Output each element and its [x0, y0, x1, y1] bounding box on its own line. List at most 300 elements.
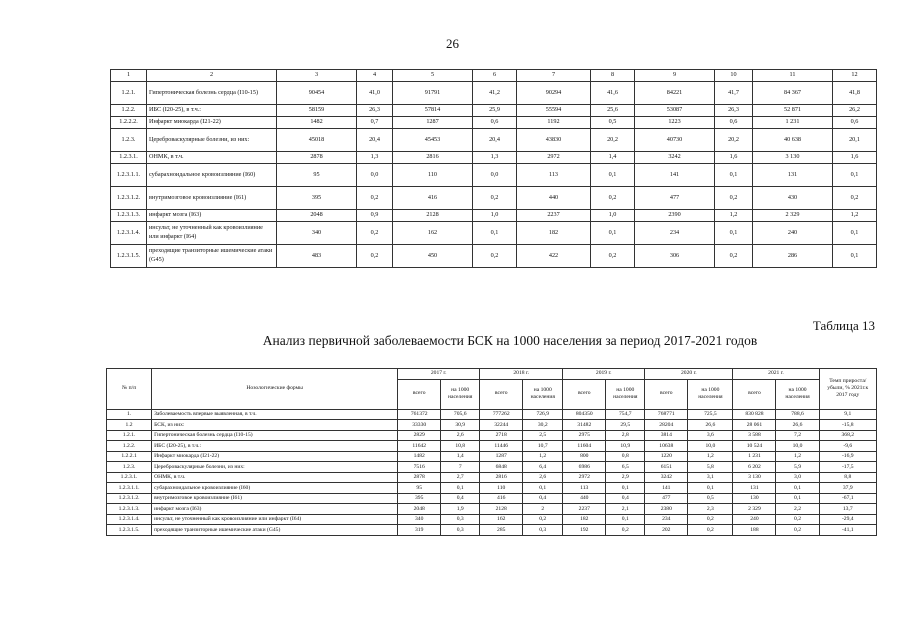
cell-value: 202 — [645, 525, 688, 536]
row-code: 1.2.2.1 — [107, 451, 152, 462]
cell-value: 95 — [398, 483, 441, 494]
subheader-total: всего — [480, 379, 523, 409]
cell-value: 131 — [753, 164, 833, 187]
cell-value: 10 524 — [733, 441, 776, 452]
cell-value: 28 061 — [733, 420, 776, 431]
table-row — [111, 82, 877, 105]
table-row — [107, 514, 877, 525]
row-code: 1.2.3.1.2. — [107, 493, 152, 504]
row-label: инфаркт мозга (I63) — [147, 210, 277, 222]
cell-value: 234 — [635, 222, 715, 245]
cell-value: 41,6 — [591, 82, 635, 105]
cell-value: 0,5 — [591, 117, 635, 129]
cell-value: 20,2 — [591, 129, 635, 152]
cell-value: 2,5 — [523, 430, 563, 441]
cell-value: 477 — [645, 493, 688, 504]
cell-value: 45018 — [277, 129, 357, 152]
cell-value: 130 — [733, 493, 776, 504]
cell-value: 0,2 — [357, 187, 393, 210]
cell-value: 0,2 — [833, 187, 877, 210]
row-code: 1.2.3.1.3. — [111, 210, 147, 222]
cell-value: 0,1 — [833, 164, 877, 187]
cell-value: 2048 — [398, 504, 441, 515]
cell-value: 1,4 — [591, 152, 635, 164]
row-code: 1.2.3.1.4. — [107, 514, 152, 525]
row-label: ИБС (I20-25), в т.ч.: — [147, 105, 277, 117]
row-code: 1.2.3.1. — [111, 152, 147, 164]
cell-value: 0,6 — [473, 117, 517, 129]
table-title: Анализ первичной заболеваемости БСК на 1000 населения за период 2017-2021 годов — [262, 333, 758, 348]
cell-value: 761372 — [398, 409, 441, 420]
cell-value: 7 — [441, 462, 480, 473]
subheader-rate: на 1000 населения — [523, 379, 563, 409]
table-row — [107, 409, 877, 420]
cell-value: 395 — [398, 493, 441, 504]
cell-value: 13,7 — [819, 504, 876, 515]
cell-value: 483 — [277, 245, 357, 268]
cell-value: 1287 — [480, 451, 523, 462]
cell-value: 3814 — [645, 430, 688, 441]
cell-value: 0,1 — [776, 493, 819, 504]
cell-value: 0,2 — [357, 245, 393, 268]
table-row — [107, 525, 877, 536]
header-year: 2019 г. — [563, 369, 645, 380]
cell-value: 768771 — [645, 409, 688, 420]
row-label: ИБС (I20-25), в т.ч.: — [152, 441, 398, 452]
row-code: 1.2.1. — [107, 430, 152, 441]
cell-value: 306 — [635, 245, 715, 268]
cell-value: 20,4 — [473, 129, 517, 152]
cell-value: 3 588 — [733, 430, 776, 441]
row-label: преходящие транзиторные ишемические атаки (G45) — [147, 245, 277, 268]
cell-value: 2390 — [635, 210, 715, 222]
cell-value: 0,1 — [715, 164, 753, 187]
row-label: БСК, из них: — [152, 420, 398, 431]
cell-value: 11642 — [398, 441, 441, 452]
cell-value: 2972 — [517, 152, 591, 164]
cell-value: 1,2 — [833, 210, 877, 222]
cell-value: 8,8 — [819, 472, 876, 483]
cell-value: 2,6 — [523, 472, 563, 483]
subheader-rate: на 1000 населения — [776, 379, 819, 409]
cell-value: 2816 — [480, 472, 523, 483]
table-row — [111, 105, 877, 117]
cell-value: -17,5 — [819, 462, 876, 473]
subheader-total: всего — [398, 379, 441, 409]
cell-value: 6,4 — [523, 462, 563, 473]
cell-value: 26,2 — [833, 105, 877, 117]
cell-value: 53087 — [635, 105, 715, 117]
cell-value: 0,1 — [591, 164, 635, 187]
cell-value: 1,4 — [441, 451, 480, 462]
cell-value: 182 — [517, 222, 591, 245]
cell-value: 0,2 — [606, 525, 645, 536]
subheader-total: всего — [563, 379, 606, 409]
cell-value: 37,9 — [819, 483, 876, 494]
cell-value: 440 — [563, 493, 606, 504]
cell-value: 319 — [398, 525, 441, 536]
subheader-rate: на 1000 населения — [606, 379, 645, 409]
cell-value: 1287 — [393, 117, 473, 129]
cell-value: 286 — [753, 245, 833, 268]
cell-value: 0,2 — [688, 525, 733, 536]
row-label: Гипертоническая болезнь сердца (I10-15) — [152, 430, 398, 441]
column-number: 9 — [635, 70, 715, 82]
row-label: инсульт, не уточненный как кровоизлияние или инфаркт (I64) — [152, 514, 398, 525]
cell-value: 0,2 — [523, 514, 563, 525]
table-row — [107, 451, 877, 462]
cell-value: 1,0 — [591, 210, 635, 222]
cell-value: 3242 — [635, 152, 715, 164]
cell-value: 416 — [480, 493, 523, 504]
cell-value: 240 — [753, 222, 833, 245]
cell-value: 240 — [733, 514, 776, 525]
cell-value: 113 — [563, 483, 606, 494]
cell-value: 0,2 — [688, 514, 733, 525]
cell-value: 188 — [733, 525, 776, 536]
cell-value: 90294 — [517, 82, 591, 105]
cell-value: 340 — [277, 222, 357, 245]
header-no: № п/п — [107, 369, 152, 410]
row-label: внутримозговое кровоизлияние (I61) — [147, 187, 277, 210]
cell-value: 0,1 — [606, 514, 645, 525]
table-row — [107, 483, 877, 494]
cell-value: 0,0 — [357, 164, 393, 187]
table-row — [111, 152, 877, 164]
row-label: Инфаркт миокарда (I21-22) — [152, 451, 398, 462]
cell-value: 26,6 — [688, 420, 733, 431]
cell-value: 3,6 — [688, 430, 733, 441]
cell-value: 20,4 — [357, 129, 393, 152]
cell-value: 0,2 — [473, 187, 517, 210]
cell-value: 3 130 — [733, 472, 776, 483]
cell-value: 162 — [393, 222, 473, 245]
cell-value: 7,2 — [776, 430, 819, 441]
cell-value: 0,3 — [441, 525, 480, 536]
header-forms: Нозологические формы — [152, 369, 398, 410]
cell-value: 11446 — [480, 441, 523, 452]
cell-value: 1,0 — [473, 210, 517, 222]
cell-value: 1,9 — [441, 504, 480, 515]
cell-value: 0,1 — [776, 483, 819, 494]
column-number: 2 — [147, 70, 277, 82]
cell-value: 422 — [517, 245, 591, 268]
row-code: 1.2.3.1.4. — [111, 222, 147, 245]
cell-value: 95 — [277, 164, 357, 187]
cell-value: 800 — [563, 451, 606, 462]
cell-value: 0,1 — [591, 222, 635, 245]
incidence-table — [106, 368, 877, 536]
column-number: 10 — [715, 70, 753, 82]
row-label: Инфаркт миокарда (I21-22) — [147, 117, 277, 129]
cell-value: 0,9 — [357, 210, 393, 222]
cell-value: 10,7 — [523, 441, 563, 452]
cell-value: 804350 — [563, 409, 606, 420]
cell-value: 0,6 — [833, 117, 877, 129]
row-code: 1.2.3.1.1. — [107, 483, 152, 494]
cell-value: 0,1 — [688, 483, 733, 494]
header-year: 2017 г. — [398, 369, 480, 380]
cell-value: -9,6 — [819, 441, 876, 452]
cell-value: 0,4 — [523, 493, 563, 504]
cell-value: 41,7 — [715, 82, 753, 105]
row-code: 1.2 — [107, 420, 152, 431]
table-row — [111, 129, 877, 152]
column-number: 11 — [753, 70, 833, 82]
cell-value: 3,0 — [776, 472, 819, 483]
cell-value: 3 130 — [753, 152, 833, 164]
row-label: инсульт, не уточненный как кровоизлияние или инфаркт (I64) — [147, 222, 277, 245]
cell-value: 90454 — [277, 82, 357, 105]
cell-value: 20,2 — [715, 129, 753, 152]
row-label: субарахноидальное кровоизлияние (I60) — [152, 483, 398, 494]
cell-value: 41,2 — [473, 82, 517, 105]
row-label: субарахноидальное кровоизлияние (I60) — [147, 164, 277, 187]
cell-value: 1 231 — [753, 117, 833, 129]
cell-value: 0,1 — [606, 483, 645, 494]
cell-value: 31482 — [563, 420, 606, 431]
table-row — [107, 420, 877, 431]
cell-value: 2,9 — [606, 472, 645, 483]
cell-value: 0,1 — [833, 222, 877, 245]
cell-value: 0,7 — [357, 117, 393, 129]
cell-value: 0,0 — [473, 164, 517, 187]
row-code: 1. — [107, 409, 152, 420]
cell-value: 26,6 — [776, 420, 819, 431]
table-row — [107, 430, 877, 441]
cell-value: 162 — [480, 514, 523, 525]
cell-value: 131 — [733, 483, 776, 494]
cell-value: -67,1 — [819, 493, 876, 504]
cell-value: 6848 — [480, 462, 523, 473]
header-year: 2021 г. — [733, 369, 819, 380]
cell-value: 830 828 — [733, 409, 776, 420]
column-number: 7 — [517, 70, 591, 82]
cell-value: 40730 — [635, 129, 715, 152]
cell-value: -29,4 — [819, 514, 876, 525]
cell-value: 2829 — [398, 430, 441, 441]
cell-value: 2878 — [277, 152, 357, 164]
cell-value: 2237 — [563, 504, 606, 515]
cell-value: 57814 — [393, 105, 473, 117]
row-code: 1.2.3. — [111, 129, 147, 152]
header-year: 2018 г. — [480, 369, 563, 380]
table-row — [111, 164, 877, 187]
cell-value: 430 — [753, 187, 833, 210]
cell-value: 234 — [645, 514, 688, 525]
cell-value: 40 638 — [753, 129, 833, 152]
cell-value: 2878 — [398, 472, 441, 483]
cell-value: 6986 — [563, 462, 606, 473]
cell-value: 2 329 — [733, 504, 776, 515]
cell-value: 113 — [517, 164, 591, 187]
cell-value: -16,9 — [819, 451, 876, 462]
cell-value: 1,2 — [688, 451, 733, 462]
cell-value: 25,9 — [473, 105, 517, 117]
subheader-rate: на 1000 населения — [441, 379, 480, 409]
cell-value: 2237 — [517, 210, 591, 222]
cell-value: 33330 — [398, 420, 441, 431]
cell-value: 28204 — [645, 420, 688, 431]
cell-value: 368,2 — [819, 430, 876, 441]
cell-value: 1,3 — [473, 152, 517, 164]
cell-value: 110 — [393, 164, 473, 187]
cell-value: 0,2 — [776, 514, 819, 525]
cell-value: 1,2 — [523, 451, 563, 462]
cell-value: 2,3 — [688, 504, 733, 515]
cell-value: 0,1 — [473, 222, 517, 245]
cell-value: 30,9 — [441, 420, 480, 431]
column-number: 4 — [357, 70, 393, 82]
cell-value: 10638 — [645, 441, 688, 452]
cell-value: 141 — [645, 483, 688, 494]
cell-value: 2 329 — [753, 210, 833, 222]
subheader-rate: на 1000 населения — [688, 379, 733, 409]
cell-value: 26,3 — [357, 105, 393, 117]
cell-value: 1,6 — [833, 152, 877, 164]
cell-value: 2048 — [277, 210, 357, 222]
page-number: 26 — [446, 36, 459, 51]
cell-value: 32244 — [480, 420, 523, 431]
cell-value: 1,2 — [715, 210, 753, 222]
cell-value: 2,2 — [776, 504, 819, 515]
cell-value: 0,8 — [606, 451, 645, 462]
cell-value: 2128 — [393, 210, 473, 222]
cell-value: 30,2 — [523, 420, 563, 431]
row-code: 1.2.3.1.2. — [111, 187, 147, 210]
table-row — [107, 441, 877, 452]
cell-value: 52 871 — [753, 105, 833, 117]
cell-value: 45453 — [393, 129, 473, 152]
row-code: 1.2.2.2. — [111, 117, 147, 129]
cell-value: 6151 — [645, 462, 688, 473]
cell-value: 1482 — [398, 451, 441, 462]
cell-value: 2816 — [393, 152, 473, 164]
cell-value: 1,3 — [357, 152, 393, 164]
cell-value: 477 — [635, 187, 715, 210]
row-label: Заболеваемость впервые выявленная, в т.ч. — [152, 409, 398, 420]
table-row — [107, 493, 877, 504]
cell-value: -41,1 — [819, 525, 876, 536]
cell-value: 25,6 — [591, 105, 635, 117]
table-row — [107, 504, 877, 515]
cell-value: 192 — [563, 525, 606, 536]
cell-value: 3,1 — [688, 472, 733, 483]
cell-value: 285 — [480, 525, 523, 536]
subheader-total: всего — [645, 379, 688, 409]
cell-value: 7516 — [398, 462, 441, 473]
table-continued — [110, 69, 877, 268]
cell-value: 0,2 — [715, 245, 753, 268]
cell-value: 416 — [393, 187, 473, 210]
cell-value: 0,2 — [591, 245, 635, 268]
cell-value: 0,3 — [523, 525, 563, 536]
table-row — [107, 462, 877, 473]
column-number: 5 — [393, 70, 473, 82]
cell-value: 20,1 — [833, 129, 877, 152]
cell-value: 0,1 — [441, 483, 480, 494]
row-label: инфаркт мозга (I63) — [152, 504, 398, 515]
cell-value: 1220 — [645, 451, 688, 462]
column-number: 3 — [277, 70, 357, 82]
column-number: 6 — [473, 70, 517, 82]
row-label: Гипертоническая болезнь сердца (I10-15) — [147, 82, 277, 105]
cell-value: 340 — [398, 514, 441, 525]
table-row — [111, 222, 877, 245]
cell-value: 26,3 — [715, 105, 753, 117]
table-row — [111, 245, 877, 268]
cell-value: 84 367 — [753, 82, 833, 105]
cell-value: 29,5 — [606, 420, 645, 431]
cell-value: 1,6 — [715, 152, 753, 164]
row-code: 1.2.3.1.5. — [107, 525, 152, 536]
cell-value: 58159 — [277, 105, 357, 117]
cell-value: 2,1 — [606, 504, 645, 515]
subheader-total: всего — [733, 379, 776, 409]
row-label: преходящие транзиторные ишемические атаки (G45) — [152, 525, 398, 536]
column-number: 12 — [833, 70, 877, 82]
cell-value: 0,5 — [688, 493, 733, 504]
row-code: 1.2.3.1.1. — [111, 164, 147, 187]
table-row — [107, 472, 877, 483]
row-label: ОНМК, в т.ч. — [147, 152, 277, 164]
cell-value: 2975 — [563, 430, 606, 441]
cell-value: 55594 — [517, 105, 591, 117]
cell-value: 0,2 — [776, 525, 819, 536]
cell-value: 0,2 — [357, 222, 393, 245]
cell-value: 43830 — [517, 129, 591, 152]
cell-value: 2 — [523, 504, 563, 515]
cell-value: 1223 — [635, 117, 715, 129]
cell-value: 705,6 — [441, 409, 480, 420]
cell-value: 110 — [480, 483, 523, 494]
cell-value: 41,8 — [833, 82, 877, 105]
header-year: 2020 г. — [645, 369, 733, 380]
cell-value: 450 — [393, 245, 473, 268]
row-code: 1.2.1. — [111, 82, 147, 105]
cell-value: 2128 — [480, 504, 523, 515]
cell-value: 1 231 — [733, 451, 776, 462]
cell-value: 10,0 — [688, 441, 733, 452]
cell-value: 10,0 — [776, 441, 819, 452]
cell-value: 141 — [635, 164, 715, 187]
row-label: ОНМК, в т.ч. — [152, 472, 398, 483]
cell-value: 726,9 — [523, 409, 563, 420]
cell-value: 3242 — [645, 472, 688, 483]
header-growth: Темп прироста/ убыли, % 2021г.к 2017 году — [819, 369, 876, 410]
cell-value: 0,6 — [715, 117, 753, 129]
row-label: внутримозговое кровоизлияние (I61) — [152, 493, 398, 504]
cell-value: 754,7 — [606, 409, 645, 420]
cell-value: 6,5 — [606, 462, 645, 473]
cell-value: 91791 — [393, 82, 473, 105]
cell-value: 788,6 — [776, 409, 819, 420]
row-code: 1.2.2. — [111, 105, 147, 117]
cell-value: 5,8 — [688, 462, 733, 473]
cell-value: 0,2 — [473, 245, 517, 268]
table-row — [111, 117, 877, 129]
cell-value: 84221 — [635, 82, 715, 105]
cell-value: -15,8 — [819, 420, 876, 431]
row-label: Цереброваскулярные болезни, из них: — [152, 462, 398, 473]
row-code: 1.2.3.1. — [107, 472, 152, 483]
row-code: 1.2.3.1.3. — [107, 504, 152, 515]
cell-value: 0,1 — [523, 483, 563, 494]
cell-value: 440 — [517, 187, 591, 210]
cell-value: 2972 — [563, 472, 606, 483]
cell-value: 1,2 — [776, 451, 819, 462]
cell-value: 1192 — [517, 117, 591, 129]
